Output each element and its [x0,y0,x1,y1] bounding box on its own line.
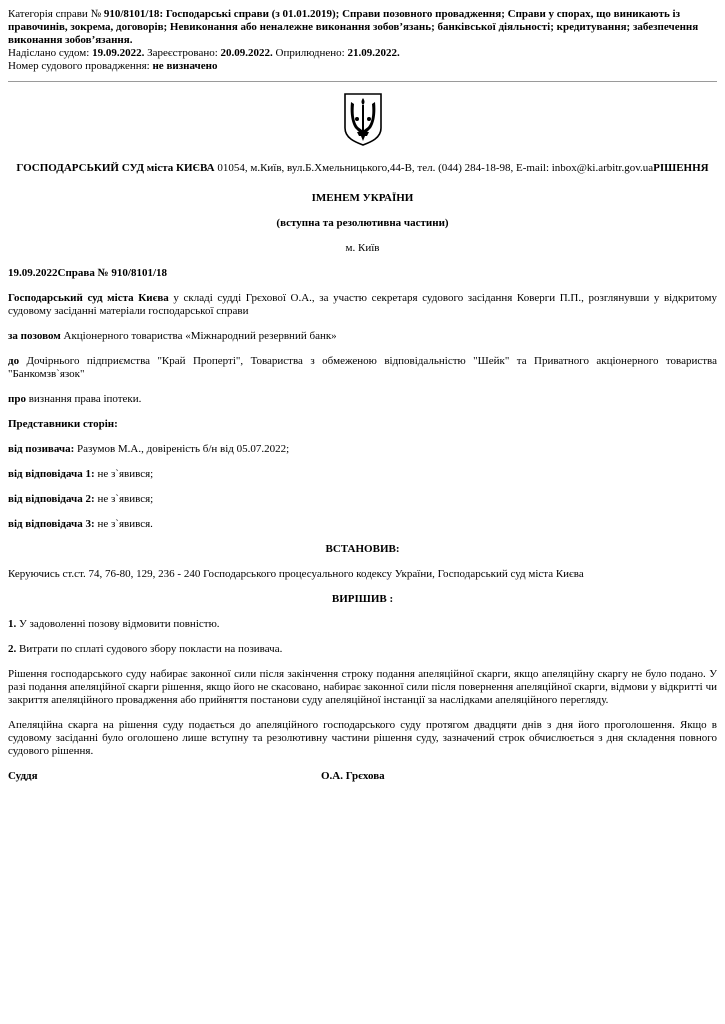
in-name-heading: ІМЕНЕМ УКРАЇНИ [311,192,414,204]
case-date-number [8,267,717,280]
intro-paragraph: Господарський суд міста Києва у складі судді Грєхової О.А., за участю секретаря судового засідання Коверги П.П., розглянувши у відкритому судовому засіданні матеріали господарської справи [8,292,717,317]
rep-defendant-1: від відповідача 1: не з`явився; [8,468,154,480]
court-header [8,162,717,175]
defendants-paragraph: до Дочірнього підприємства "Край Проперті", Товариства з обмеженою відповідальністю "Шейк" та Приватного акціонерного товариства "Банкомзв`язок" [8,355,717,380]
decision-title: РІШЕННЯ [653,162,709,174]
category-description: : Господарські справи (з 01.01.2019); Справи позовного провадження; Справи у спорах, що виникають із правочинів, зокрема, договорів; Невиконання або неналежне виконання зобов’язань; банківської діяльності; кредитування; забезпечення виконання зобов’язання. [8,8,699,46]
established-heading: ВСТАНОВИВ: [325,543,400,555]
representatives-heading: Представники сторін: [8,418,118,430]
signature-block [8,770,717,783]
registered-date: 20.09.2022. [220,47,273,59]
subject-paragraph: про визнання права іпотеки. [8,393,142,405]
plaintiff-paragraph: за позовом Акціонерного товариства «Міжнародний резервний банк» [8,330,337,342]
sent-date: 19.09.2022. [92,47,145,59]
parts-heading: (вступна та резолютивна частини) [276,217,449,229]
judge-role: Суддя [8,770,38,782]
rep-defendant-3: від відповідача 3: не з`явився. [8,518,153,530]
rep-defendant-2: від відповідача 2: не з`явився; [8,493,154,505]
judge-name: О.А. Грєхова [321,770,385,782]
appeal-paragraph: Апеляційна скарга на рішення суду подається до апеляційного господарського суду протягом двадцяти днів з дня його проголошення. Якщо в судовому засіданні було оголошено лише вступну та резолютивну частини рішення суду, зазначений строк обчислюється з дня складення повного судового рішення. [8,719,717,757]
decided-heading: ВИРІШИВ : [331,593,394,605]
decision-item-2: 2. Витрати по сплаті судового збору покласти на позивача. [8,643,283,655]
guided-paragraph: Керуючись ст.ст. 74, 76-80, 129, 236 - 240 Господарського процесуального кодексу України, Господарський суд міста Києва [8,568,584,580]
city: м. Київ [345,242,380,254]
court-name: ГОСПОДАРСЬКИЙ СУД міста КИЄВА [16,162,215,174]
case-category: Категорія справи № 910/8101/18: Господарські справи (з 01.01.2019); Справи позовного провадження; Справи у спорах, що виникають із правочинів, зокрема, договорів; Невиконання або неналежне виконання зобов’язань; банківської діяльності; кредитування; забезпечення виконання зобов’язання. [8,8,699,46]
dates-line: Надіслано судом: 19.09.2022. Зареєстровано: 20.09.2022. Оприлюднено: 21.09.2022. [8,47,400,59]
ukraine-coat-of-arms-icon [343,92,383,146]
decision-item-1: 1. У задоволенні позову відмовити повністю. [8,618,220,630]
published-date: 21.09.2022. [347,47,400,59]
category-case-number: 910/8101/18 [103,8,160,20]
divider [8,81,717,82]
proceeding-number: Номер судового провадження: не визначено [8,60,218,72]
case-number: Справа № 910/8101/18 [57,267,168,279]
rep-plaintiff: від позивача: Разумов М.А., довіреність б/н від 05.07.2022; [8,443,290,455]
decision-date: 19.09.2022 [8,267,58,279]
court-address: 01054, м.Київ, вул.Б.Хмельницького,44-В, тел. (044) 284-18-98, E-mail: inbox@ki.arbitr.gov.ua [214,162,654,174]
case-metadata [8,8,717,73]
legal-force-paragraph: Рішення господарського суду набирає законної сили після закінчення строку подання апеляційної скарги, якщо апеляційну скаргу не було подано. У разі подання апеляційної скарги рішення, якщо його не скасовано, набирає законної сили після повернення апеляційної скарги, відмови у відкритті чи закриття апеляційного провадження або прийняття постанови суду апеляційної інстанції за наслідками апеляційного перегляду. [8,668,717,706]
